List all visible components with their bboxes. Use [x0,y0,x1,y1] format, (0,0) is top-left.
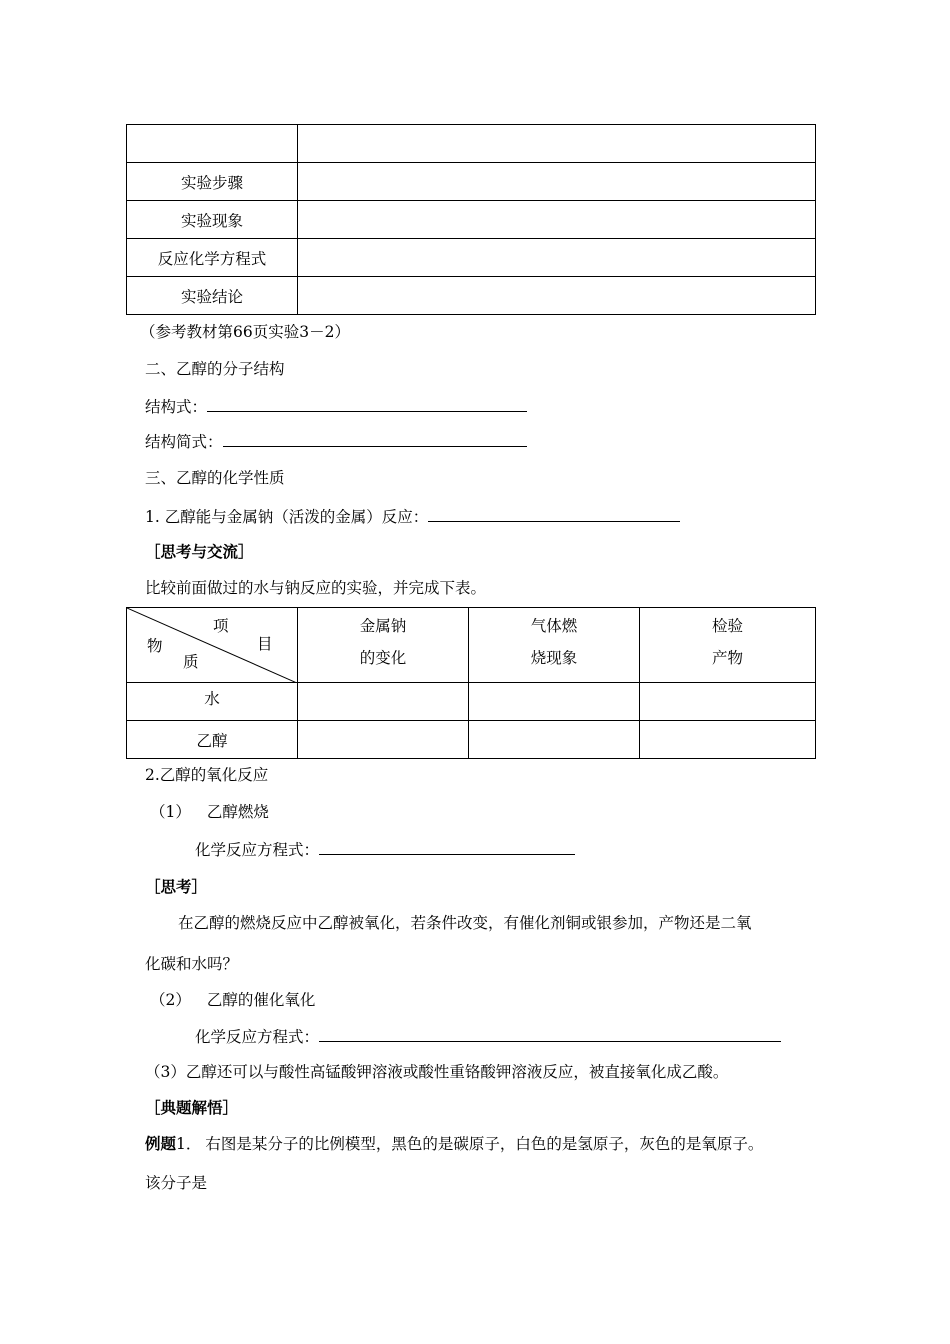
sub1-line [150,800,269,822]
diag-left1: 物 [147,637,163,655]
example-label: 例题 [145,1134,177,1153]
header-gas-burning: 气体燃 烧现象 [469,608,640,683]
diag-top2: 目 [257,635,273,653]
diag-left2: 质 [183,653,199,671]
example-line2: 该分子是 [145,1174,208,1192]
water-product-cell[interactable] [640,683,816,721]
table1-label-cell: 实验步骤 [127,163,298,201]
think-line2: 化碳和水吗？ [145,955,239,973]
table1-value-cell[interactable] [298,239,816,277]
think-exchange-heading: ［思考与交流］ [145,542,254,561]
table1-value-cell[interactable] [298,163,816,201]
ethanol-sodium-cell[interactable] [298,721,469,759]
sub3-text: （3）乙醇还可以与酸性高锰酸钾溶液或酸性重铬酸钾溶液反应，被直接氧化成乙酸。 [145,1063,729,1081]
equation1-blank[interactable] [319,840,575,855]
table1-value-cell[interactable] [298,125,816,163]
table1-value-cell[interactable] [298,277,816,315]
example-number: 1． [176,1135,202,1153]
row-label-water: 水 [127,683,298,721]
table1-note: （参考教材第66页实验3－2） [140,323,350,341]
section3-title: 三、乙醇的化学性质 [145,469,285,487]
oxidation-title: 2.乙醇的氧化反应 [145,766,269,784]
equation1-label: 化学反应方程式： [195,841,320,859]
diag-top1: 项 [213,617,229,635]
simple-formula-blank[interactable] [223,432,527,447]
item1-line [145,505,680,527]
think-heading: ［思考］ [145,877,208,896]
compare-instruction: 比较前面做过的水与钠反应的实验，并完成下表。 [145,579,487,597]
diagonal-header-cell [127,608,298,683]
equation2-blank[interactable] [319,1027,781,1042]
water-sodium-cell[interactable] [298,683,469,721]
simple-formula-line [145,430,527,452]
item1-blank[interactable] [428,507,680,522]
example-heading: ［典题解悟］ [145,1098,239,1117]
sub2-line [150,988,315,1010]
equation1-line [195,838,575,860]
sub2-number: （2） [150,991,191,1009]
structural-formula-line [145,395,527,417]
example-line1 [145,1132,763,1154]
table1-label-cell: 实验结论 [127,277,298,315]
experiment-table [126,124,816,315]
section2-title: 二、乙醇的分子结构 [145,360,285,378]
sub1-number: （1） [150,803,191,821]
equation2-line [195,1025,781,1047]
structural-formula-blank[interactable] [207,397,527,412]
equation2-label: 化学反应方程式： [195,1028,320,1046]
table1-value-cell[interactable] [298,201,816,239]
ethanol-gas-cell[interactable] [469,721,640,759]
table1-label-cell [127,125,298,163]
sub2-label: 乙醇的催化氧化 [206,991,316,1009]
item1-text: 1. 乙醇能与金属钠（活泼的金属）反应： [145,508,429,526]
example-text: 右图是某分子的比例模型，黑色的是碳原子，白色的是氢原子，灰色的是氧原子。 [205,1135,764,1153]
header-sodium-change: 金属钠 的变化 [298,608,469,683]
header-test-product: 检验 产物 [640,608,816,683]
table1-label-cell: 反应化学方程式 [127,239,298,277]
sub1-label: 乙醇燃烧 [206,803,269,821]
table1-label-cell: 实验现象 [127,201,298,239]
think-line1: 在乙醇的燃烧反应中乙醇被氧化，若条件改变，有催化剂铜或银参加，产物还是二氧 [178,914,752,932]
comparison-table [126,607,816,759]
ethanol-product-cell[interactable] [640,721,816,759]
water-gas-cell[interactable] [469,683,640,721]
simple-formula-label: 结构简式： [145,433,223,451]
structural-formula-label: 结构式： [145,398,208,416]
row-label-ethanol: 乙醇 [127,721,298,759]
